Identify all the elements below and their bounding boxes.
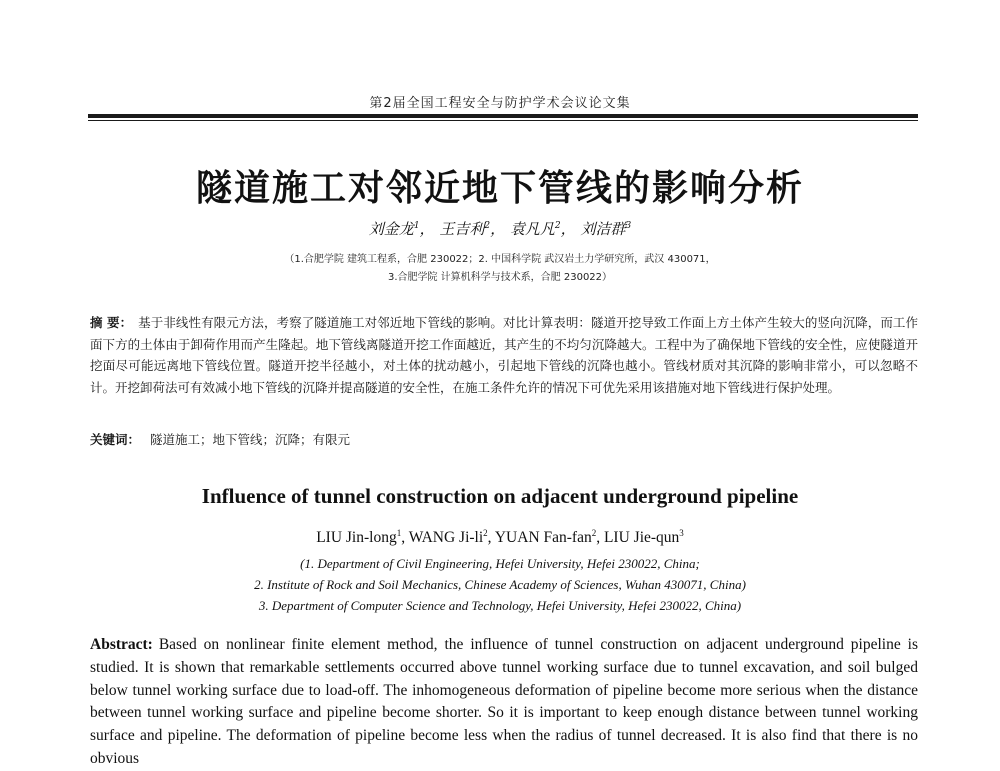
- en-author-sup: 3: [679, 528, 684, 538]
- en-author-sep: ,: [487, 529, 495, 547]
- english-title: Influence of tunnel construction on adjacent underground pipeline: [201, 484, 799, 508]
- en-author-sep: ,: [596, 529, 604, 547]
- header-rule-thick: [88, 114, 918, 118]
- cn-author-name: 刘洁群: [580, 220, 626, 238]
- en-author-sup: 1: [396, 528, 402, 538]
- english-abstract: [90, 634, 918, 771]
- chinese-keywords: [90, 430, 918, 448]
- cn-author-sep: ，: [490, 220, 506, 238]
- cn-author-name: 袁凡凡: [509, 220, 555, 238]
- en-author-sep: ,: [401, 529, 409, 547]
- english-authors: [0, 528, 1000, 547]
- chinese-abstract: [90, 312, 918, 398]
- cn-author-sep: ，: [560, 220, 576, 238]
- cn-author-sep: ，: [419, 220, 435, 238]
- chinese-authors: [0, 218, 1000, 239]
- en-author-name: YUAN Fan-fan: [494, 529, 592, 547]
- en-author-name: LIU Jie-qun: [603, 529, 680, 547]
- cn-author-name: 刘金龙: [368, 220, 414, 238]
- cn-author-sup: 2: [554, 221, 561, 231]
- chinese-abstract-text: 基于非线性有限元方法，考察了隧道施工对邻近地下管线的影响。对比计算表明：隧道开挖导致工作面上方土体产生较大的竖向沉降，而工作面下方的土体由于卸荷作用而产生隆起。地下管线离隧道开挖工作面越近，其产生的不均匀沉降越大。工程中为了确保地下管线的安全性，应使隧道开挖面尽可能远离地下管线位置。隧道开挖半径越小，对土体的扰动越小，引起地下管线的沉降也越小。管线材质对其沉降的影响非常小，可以忽略不计。开挖卸荷法可有效减小地下管线的沉降并提高隧道的安全性，在施工条件允许的情况下可优先采用该措施对地下管线进行保护处理。: [90, 315, 918, 395]
- chinese-keywords-label: 关键词：: [90, 432, 141, 447]
- chinese-keywords-text: 隧道施工；地下管线；沉降；有限元: [150, 432, 351, 447]
- cn-author-sup: 1: [413, 221, 420, 231]
- header-rule-thin: [88, 120, 918, 121]
- en-author-name: LIU Jin-long: [316, 529, 397, 547]
- en-author-sup: 2: [591, 528, 597, 538]
- en-author-name: WANG Ji-li: [408, 529, 484, 547]
- chinese-title: 隧道施工对邻近地下管线的影响分析: [195, 168, 804, 209]
- english-affiliation-2: 2. Institute of Rock and Soil Mechanics, Chinese Academy of Sciences, Wuhan 430071, China): [254, 577, 746, 592]
- running-head: 第2届全国工程安全与防护学术会议论文集: [369, 96, 631, 111]
- en-author-sup: 2: [483, 528, 488, 538]
- cn-author-name: 王吉利: [439, 220, 485, 238]
- cn-author-sup: 3: [625, 221, 632, 231]
- chinese-affiliation-line-1: （1.合肥学院 建筑工程系，合肥 230022；2. 中国科学院 武汉岩土力学研究所，武汉 430071，: [284, 254, 716, 265]
- cn-author-sup: 2: [484, 221, 491, 231]
- chinese-abstract-label: 摘 要：: [90, 315, 133, 330]
- chinese-affiliation-line-2: 3.合肥学院 计算机科学与技术系，合肥 230022）: [387, 272, 613, 283]
- english-abstract-text: Based on nonlinear finite element method, the influence of tunnel construction on adjacent underground pipeline is studied. It is shown that remarkable settlements occurred above tunnel working surface due to tunnel excavation, and soil bulged below tunnel working surface due to load-off. The inhomogeneous deformation of pipeline become more serious when the distance between tunnel working surface and pipeline become shorter. So it is important to keep enough distance between tunnel working surface and pipeline. The deformation of pipeline become less when the radius of tunnel decreased. It is also find that there is no obvious: [90, 636, 918, 767]
- english-abstract-label: Abstract:: [90, 636, 153, 653]
- english-affiliation-3: 3. Department of Computer Science and Technology, Hefei University, Hefei 230022, China): [258, 598, 742, 613]
- english-affiliation-1: (1. Department of Civil Engineering, Hefei University, Hefei 230022, China;: [300, 556, 700, 571]
